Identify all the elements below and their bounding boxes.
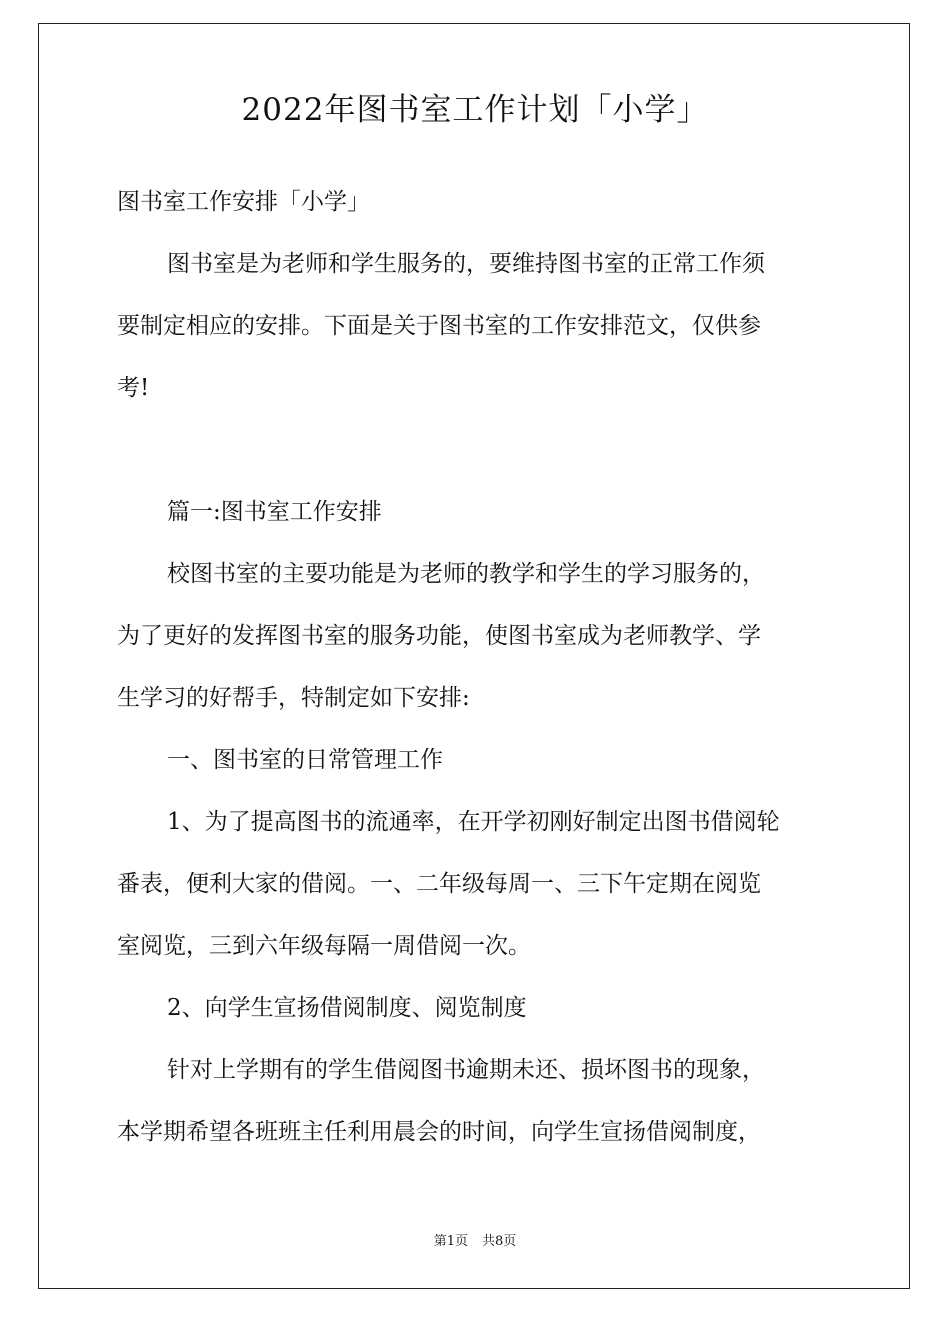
paragraph-line: 番表，便利大家的借阅。一、二年级每周一、三下午定期在阅览 <box>117 871 761 897</box>
paragraph-line: 图书室是为老师和学生服务的，要维持图书室的正常工作须 <box>167 251 765 277</box>
section-heading: 一、图书室的日常管理工作 <box>167 747 443 773</box>
paragraph-line: 本学期希望各班班主任利用晨会的时间，向学生宣扬借阅制度， <box>117 1119 761 1145</box>
paragraph-line: 生学习的好帮手，特制定如下安排: <box>117 685 470 711</box>
paragraph-line: 校图书室的主要功能是为老师的教学和学生的学习服务的， <box>167 561 765 587</box>
paragraph-line: 为了更好的发挥图书室的服务功能，使图书室成为老师教学、学 <box>117 623 761 649</box>
page-footer <box>0 1233 950 1251</box>
paragraph-line: 室阅览，三到六年级每隔一周借阅一次。 <box>117 933 531 959</box>
document-title: 2022年图书室工作计划「小学」 <box>241 92 709 128</box>
section-heading: 篇一:图书室工作安排 <box>167 499 382 525</box>
subtitle-line: 图书室工作安排「小学」 <box>117 189 370 215</box>
paragraph-line: 要制定相应的安排。下面是关于图书室的工作安排范文，仅供参 <box>117 313 761 339</box>
page-number: 第1页 <box>433 1234 468 1249</box>
page-total: 共8页 <box>482 1234 517 1249</box>
paragraph-line: 考! <box>117 375 150 401</box>
paragraph-line: 1、为了提高图书的流通率，在开学初刚好制定出图书借阅轮 <box>167 809 780 835</box>
section-heading: 2、向学生宣扬借阅制度、阅览制度 <box>167 995 527 1021</box>
paragraph-line: 针对上学期有的学生借阅图书逾期未还、损坏图书的现象， <box>167 1057 765 1083</box>
